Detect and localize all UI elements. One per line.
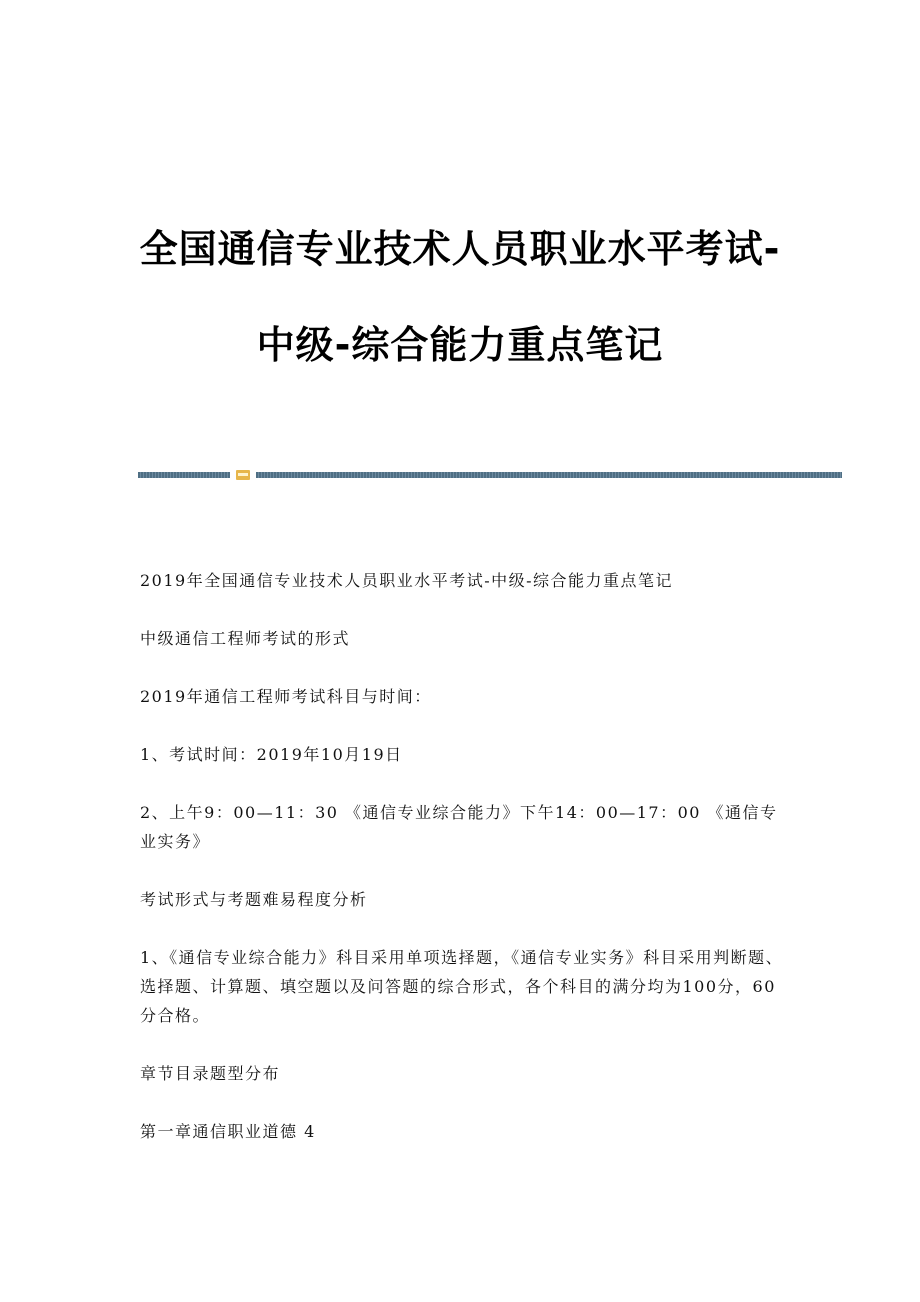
divider-emblem-icon	[236, 470, 250, 480]
paragraph-question-types: 1、《通信专业综合能力》科目采用单项选择题，《通信专业实务》科目采用判断题、选择题、计算题、填空题以及问答题的综合形式，各个科目的满分均为100分，60分合格。	[140, 948, 784, 1025]
divider-bar-right	[256, 472, 842, 478]
paragraph-exam-date: 1、考试时间：2019年10月19日	[140, 745, 403, 764]
document-body	[140, 566, 788, 1175]
divider-bar-left	[138, 472, 230, 478]
paragraph-schedule: 2、上午9：00—11：30 《通信专业综合能力》下午14：00—17：00 《通信专业实务》	[140, 803, 778, 851]
paragraph-intro: 2019年全国通信专业技术人员职业水平考试-中级-综合能力重点笔记	[140, 571, 674, 590]
paragraph-chapter-heading: 章节目录题型分布	[140, 1064, 281, 1083]
paragraph-exam-form-heading: 中级通信工程师考试的形式	[140, 629, 351, 648]
paragraph-difficulty-heading: 考试形式与考题难易程度分析	[140, 890, 368, 909]
document-title-line-2: 中级-综合能力重点笔记	[256, 323, 664, 367]
paragraph-chapter-one: 第一章通信职业道德 4	[140, 1122, 316, 1141]
document-title-line-1: 全国通信专业技术人员职业水平考试-	[139, 227, 781, 271]
decorative-divider	[138, 470, 842, 480]
paragraph-subjects-time: 2019年通信工程师考试科目与时间：	[140, 687, 432, 706]
